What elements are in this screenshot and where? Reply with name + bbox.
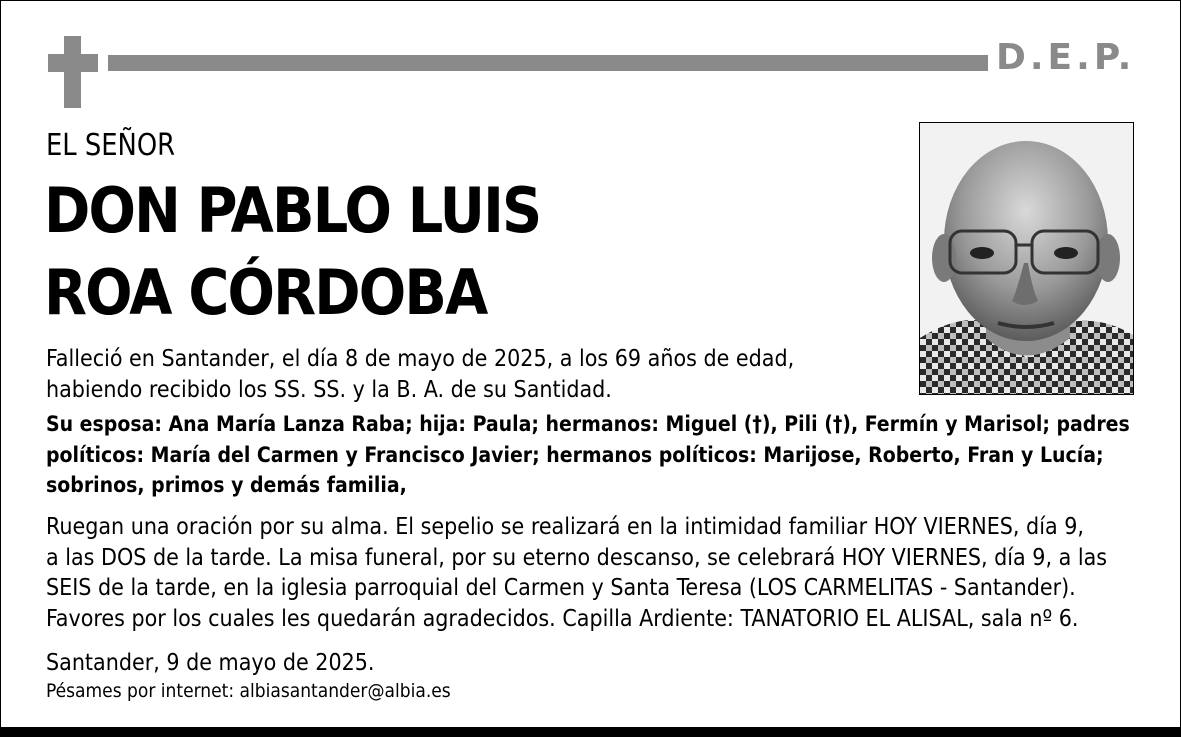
family-line: sobrinos, primos y demás familia,: [46, 473, 407, 498]
family-list: [46, 410, 1130, 502]
place-date: Santander, 9 de mayo de 2025.: [46, 650, 375, 676]
portrait-photo: [919, 122, 1134, 395]
portrait-illustration: [920, 123, 1133, 394]
condolences-email: Pésames por internet: albiasantander@albia.es: [46, 680, 451, 702]
death-notice-line: Falleció en Santander, el día 8 de mayo de 2025, a los 69 años de edad,: [46, 346, 795, 372]
death-notice: [46, 344, 794, 405]
service-info-line: a las DOS de la tarde. La misa funeral, por su eterno descanso, se celebrará HOY VIERNES, día 9, a las: [46, 544, 1108, 571]
service-info-line: Ruegan una oración por su alma. El sepelio se realizará en la intimidad familiar HOY VIERNES, día 9,: [46, 514, 1084, 540]
header-rule: [108, 55, 988, 71]
family-line: políticos: María del Carmen y Francisco Javier; hermanos políticos: Marijose, Roberto, Fran y Lucía;: [46, 442, 1104, 468]
bottom-border-bar: [0, 727, 1181, 737]
service-info-line: Favores por los cuales les quedarán agradecidos. Capilla Ardiente: TANATORIO EL ALISAL, sala nº 6.: [46, 605, 1079, 632]
deceased-name-line-2: ROA CÓRDOBA: [44, 256, 487, 329]
cross-icon-vertical: [64, 36, 81, 108]
family-line: Su esposa: Ana María Lanza Raba; hija: Paula; hermanos: Miguel (†), Pili (†), Fermín y Marisol; padres: [46, 412, 1130, 437]
deceased-name-line-1: DON PABLO LUIS: [44, 174, 541, 247]
dep-label: D.E.P.: [996, 37, 1136, 78]
service-info: [46, 512, 1107, 634]
honorific: EL SEÑOR: [46, 128, 176, 163]
service-info-line: SEIS de la tarde, en la iglesia parroquial del Carmen y Santa Teresa (LOS CARMELITAS - Santander).: [46, 575, 1076, 601]
cross-icon-horizontal: [48, 54, 98, 72]
death-notice-line: habiendo recibido los SS. SS. y la B. A. de su Santidad.: [46, 376, 612, 403]
